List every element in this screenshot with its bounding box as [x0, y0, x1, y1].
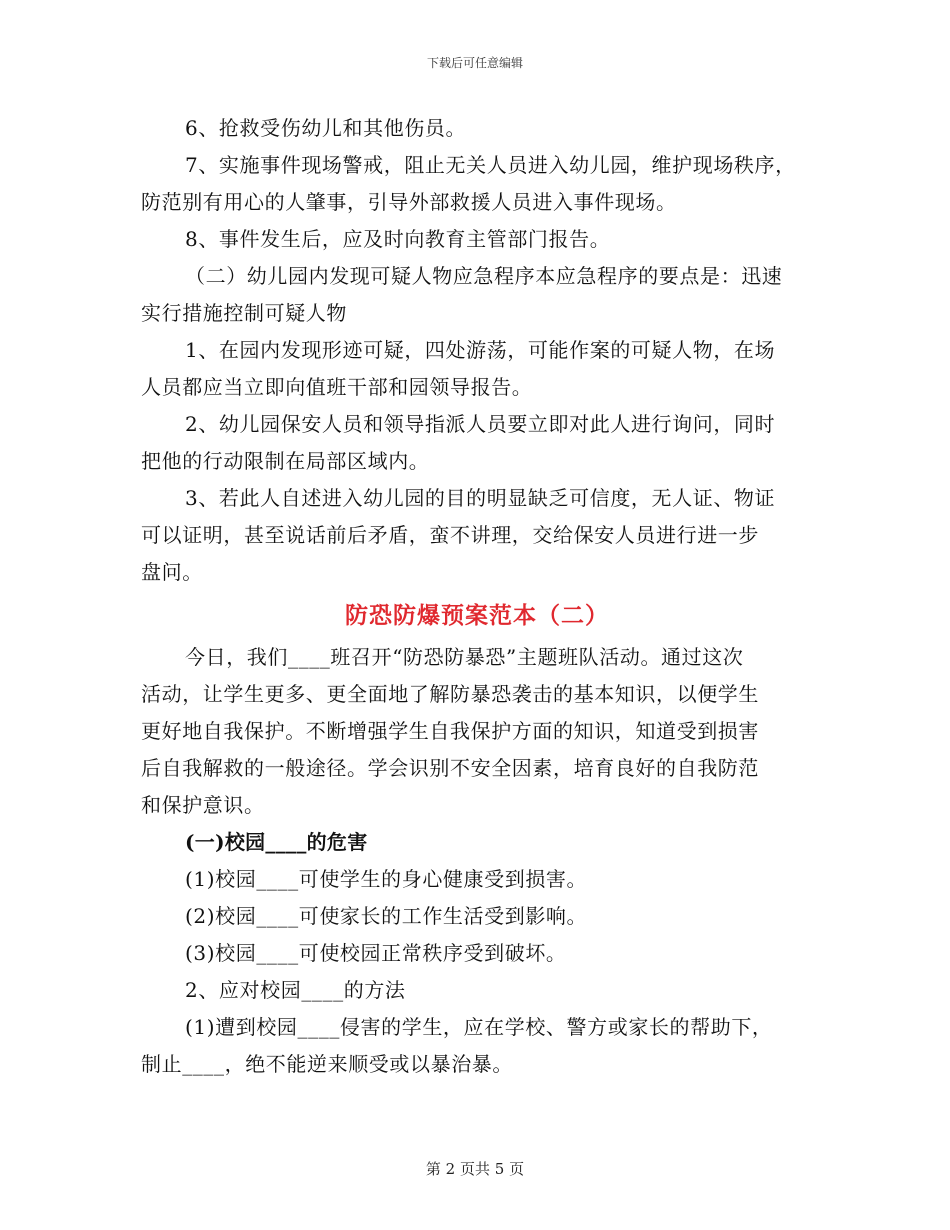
list-item: (1)校园____可使学生的身心健康受到损害。 [185, 867, 588, 891]
paragraph-line: 和保护意识。 [141, 793, 265, 817]
section-title: 防恐防爆预案范本（二） [345, 602, 609, 629]
paragraph-line: 今日，我们____班召开“防恐防暴恐”主题班队活动。通过这次 [185, 645, 744, 669]
list-item: (3)校园____可使校园正常秩序受到破坏。 [185, 941, 567, 965]
paragraph-line: 后自我解救的一般途径。学会识别不安全因素，培育良好的自我防范 [141, 756, 759, 780]
paragraph-line: 3、若此人自述进入幼儿园的目的明显缺乏可信度，无人证、物证 [185, 486, 776, 510]
subsection-heading: 2、应对校园____的方法 [185, 978, 406, 1002]
paragraph-line: 防范别有用心的人肇事，引导外部救援人员进入事件现场。 [141, 190, 677, 214]
paragraph-line: 实行措施控制可疑人物 [141, 301, 347, 325]
list-item: (2)校园____可使家长的工作生活受到影响。 [185, 904, 588, 928]
paragraph-line: 1、在园内发现形迹可疑，四处游荡，可能作案的可疑人物，在场 [185, 338, 776, 362]
paragraph-line: 2、幼儿园保安人员和领导指派人员要立即对此人进行询问，同时 [185, 412, 776, 436]
subsection-heading: (一)校园____的危害 [185, 830, 368, 854]
paragraph-line: 制止____，绝不能逆来顺受或以暴治暴。 [141, 1052, 513, 1076]
paragraph-line: 7、实施事件现场警戒，阻止无关人员进入幼儿园，维护现场秩序， [185, 153, 796, 177]
page-footer: 第 2 页共 5 页 [425, 1160, 525, 1178]
paragraph-line: 可以证明，甚至说话前后矛盾，蛮不讲理，交给保安人员进行进一步 [141, 523, 759, 547]
paragraph-line: 8、事件发生后，应及时向教育主管部门报告。 [185, 227, 611, 251]
paragraph-line: 人员都应当立即向值班干部和园领导报告。 [141, 375, 533, 399]
paragraph-line: 6、抢救受伤幼儿和其他伤员。 [185, 116, 467, 140]
page-header: 下载后可任意编辑 [426, 56, 523, 70]
paragraph-line: 更好地自我保护。不断增强学生自我保护方面的知识，知道受到损害 [141, 719, 759, 743]
paragraph-line: 盘问。 [141, 560, 203, 584]
paragraph-line: 活动，让学生更多、更全面地了解防暴恐袭击的基本知识，以便学生 [141, 682, 759, 706]
page-content [141, 110, 813, 1083]
paragraph-line: （二）幼儿园内发现可疑人物应急程序本应急程序的要点是：迅速 [185, 264, 783, 288]
list-item: (1)遭到校园____侵害的学生，应在学校、警方或家长的帮助下， [185, 1015, 773, 1039]
paragraph-line: 把他的行动限制在局部区域内。 [141, 449, 430, 473]
